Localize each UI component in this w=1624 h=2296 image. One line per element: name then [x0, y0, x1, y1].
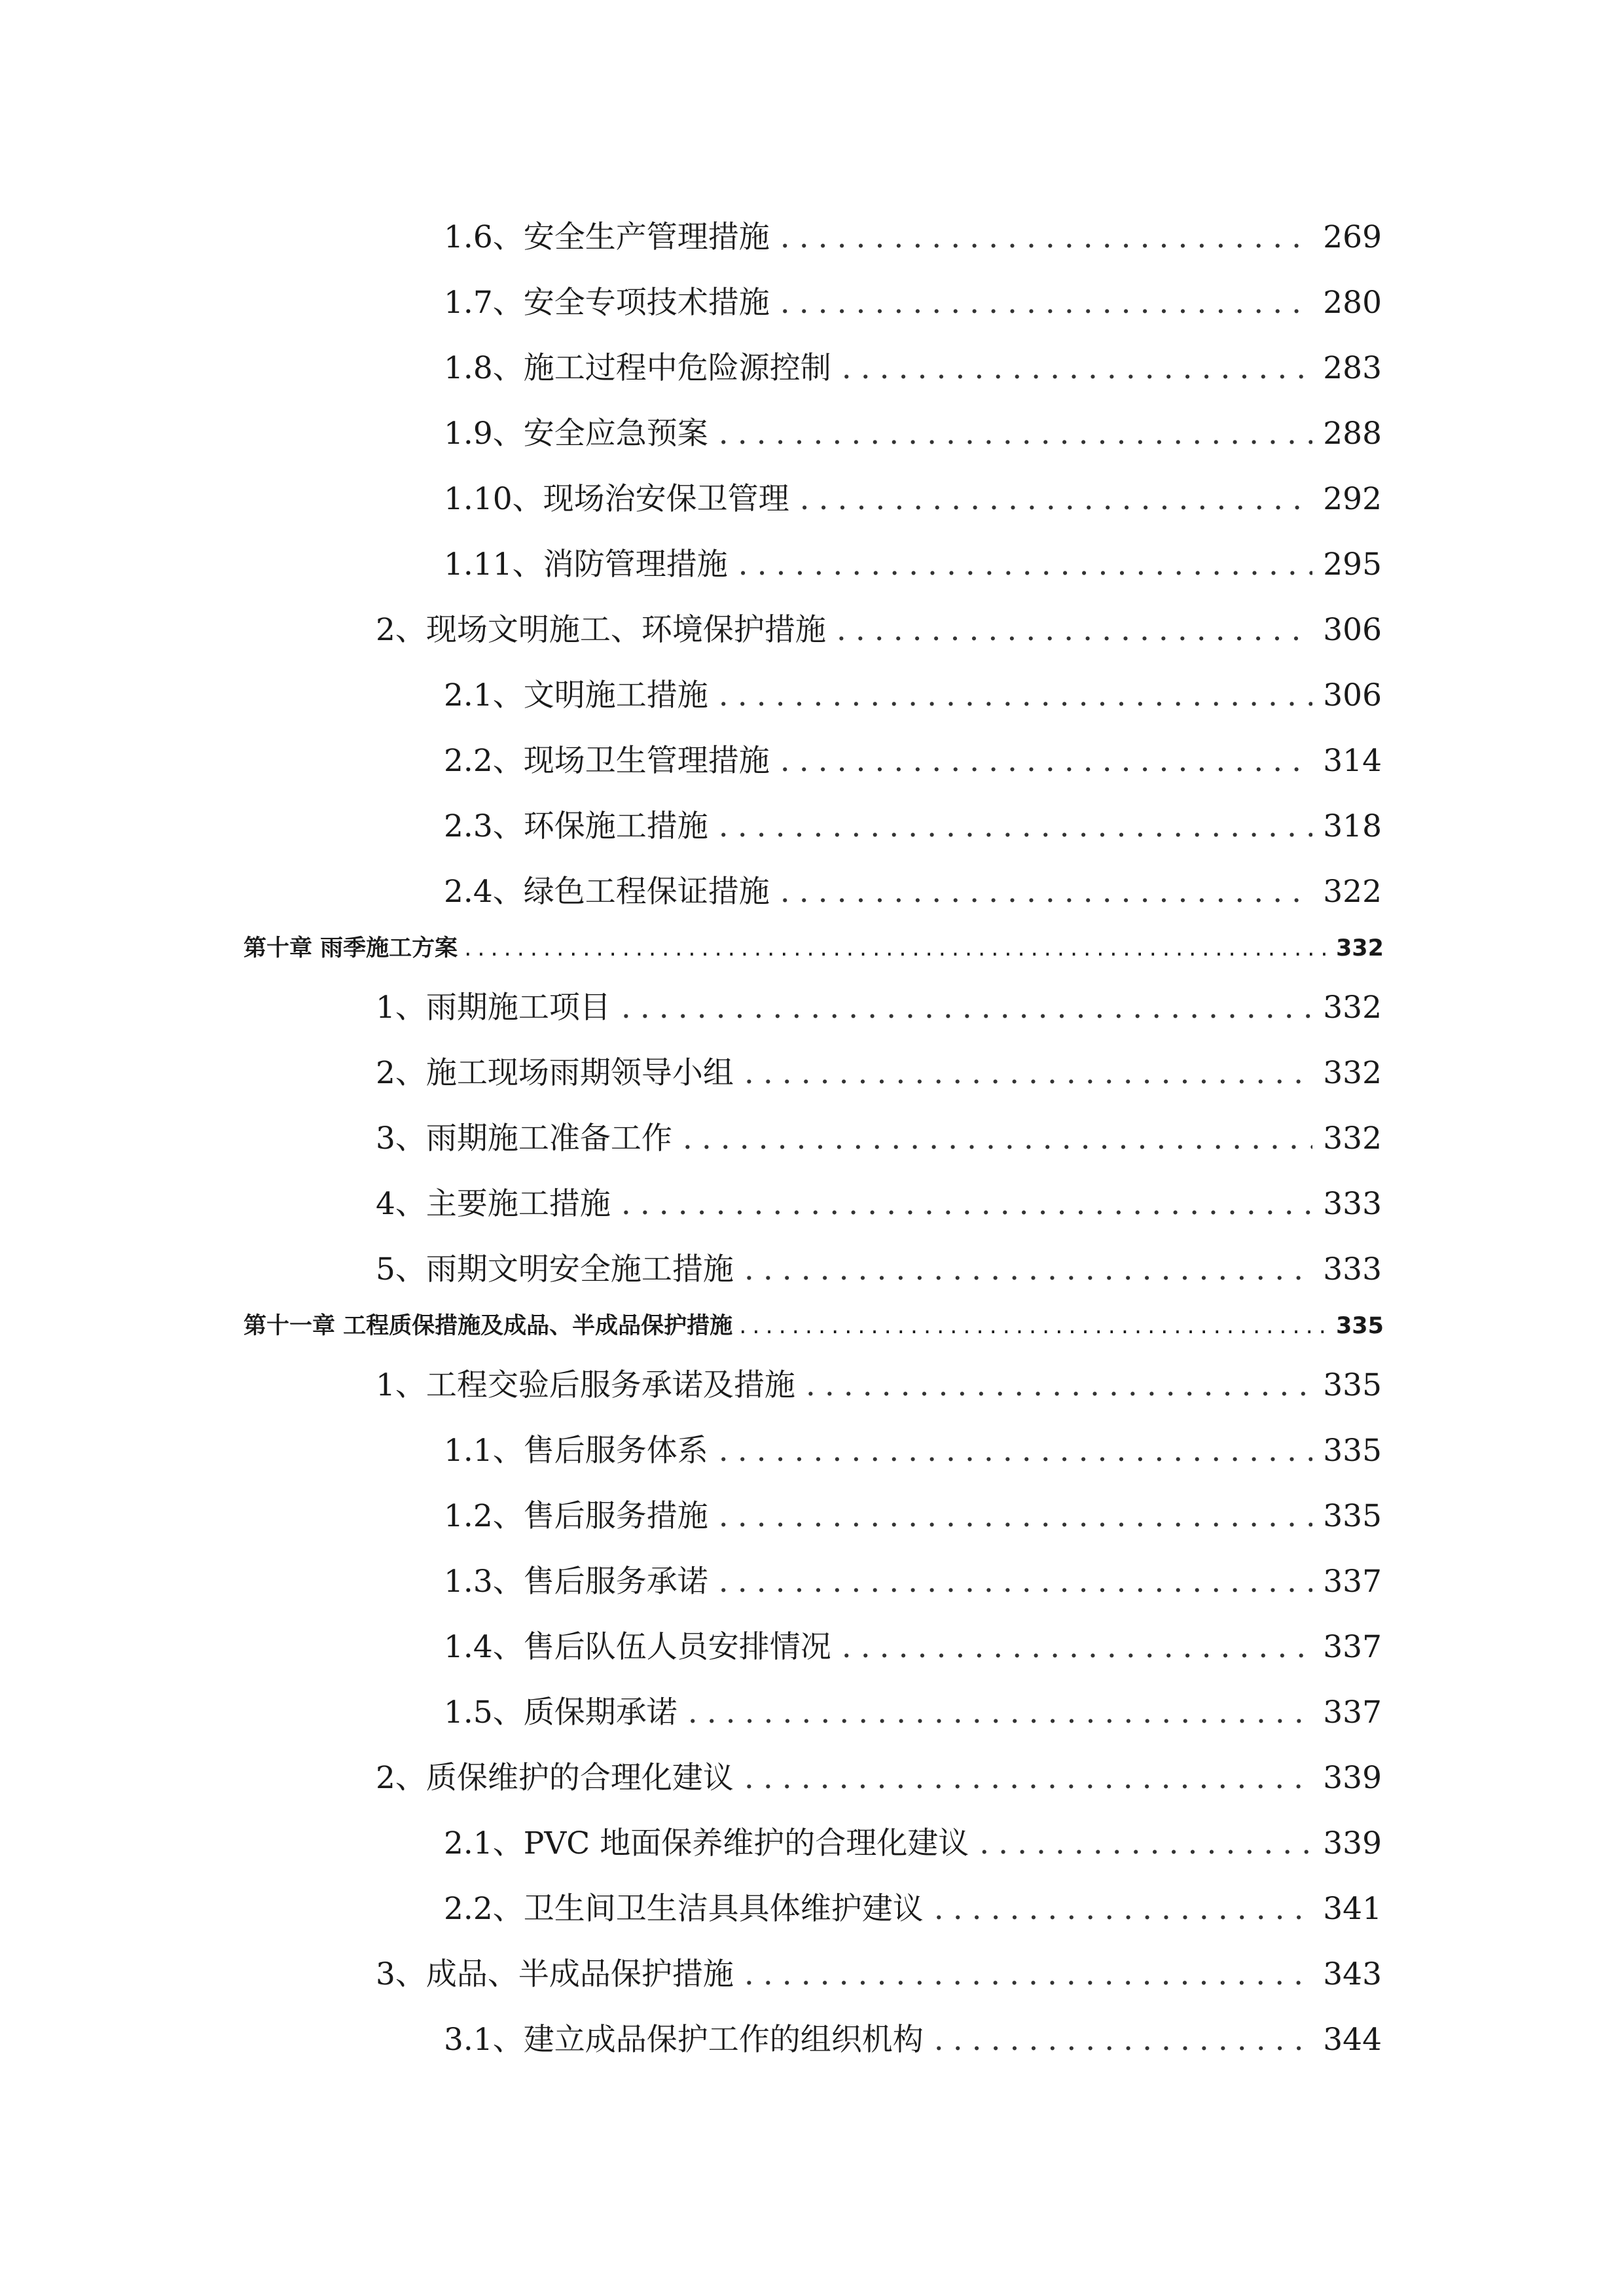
- toc-page-number: 337: [1323, 1629, 1382, 1665]
- toc-entry[interactable]: [444, 1559, 1382, 1605]
- toc-leader-dots: [744, 1952, 1312, 1998]
- toc-page-number: 339: [1323, 1760, 1382, 1796]
- toc-entry-label: 第十一章 工程质保措施及成品、半成品保护措施: [244, 1313, 733, 1339]
- toc-leader-dots: [621, 1181, 1312, 1227]
- toc-leader-dots: [979, 1821, 1312, 1867]
- toc-page-number: 269: [1323, 219, 1382, 255]
- toc-leader-dots: [780, 280, 1313, 326]
- toc-page-number: 335: [1323, 1367, 1382, 1403]
- toc-page-number: 306: [1323, 677, 1382, 713]
- toc-leader-dots: [837, 607, 1312, 653]
- toc-entry[interactable]: [444, 1886, 1382, 1932]
- toc-entry-label: 1.3、售后服务承诺: [444, 1564, 708, 1600]
- toc-chapter-entry[interactable]: [244, 1310, 1384, 1342]
- toc-entry[interactable]: [376, 1050, 1382, 1096]
- toc-leader-dots: [842, 346, 1313, 391]
- toc-entry[interactable]: [376, 1116, 1382, 1162]
- toc-entry-label: 1.5、质保期承诺: [444, 1695, 677, 1731]
- toc-page-number: 335: [1323, 1433, 1382, 1469]
- toc-entry-label: 1.2、售后服务措施: [444, 1498, 708, 1534]
- toc-leader-dots: [719, 673, 1313, 719]
- toc-leader-dots: [842, 1624, 1313, 1670]
- toc-entry-label: 1.4、售后队伍人员安排情况: [444, 1629, 831, 1665]
- toc-entry[interactable]: [376, 1247, 1382, 1293]
- toc-entry[interactable]: [444, 215, 1382, 260]
- toc-entry-label: 2.2、卫生间卫生洁具具体维护建议: [444, 1891, 924, 1927]
- toc-entry-label: 1.8、施工过程中危险源控制: [444, 350, 831, 386]
- toc-page-number: 314: [1323, 743, 1382, 779]
- toc-entry[interactable]: [376, 607, 1382, 653]
- toc-entry[interactable]: [376, 1363, 1382, 1408]
- toc-leader-dots: [780, 738, 1313, 784]
- toc-entry-label: 1、雨期施工项目: [376, 990, 611, 1026]
- toc-leader-dots: [780, 215, 1313, 260]
- toc-page-number: 335: [1323, 1498, 1382, 1534]
- toc-page-number: 332: [1323, 1055, 1382, 1091]
- toc-entry-label: 1.6、安全生产管理措施: [444, 219, 770, 255]
- toc-leader-dots: [621, 985, 1312, 1031]
- toc-page-number: 341: [1323, 1891, 1382, 1927]
- toc-entry-label: 1.1、售后服务体系: [444, 1433, 708, 1469]
- toc-entry-label: 1、工程交验后服务承诺及措施: [376, 1367, 795, 1403]
- toc-entry[interactable]: [376, 1952, 1382, 1998]
- toc-entry[interactable]: [444, 1690, 1382, 1736]
- toc-entry-label: 2.2、现场卫生管理措施: [444, 743, 770, 779]
- toc-entry[interactable]: [444, 411, 1382, 457]
- toc-entry[interactable]: [444, 738, 1382, 784]
- toc-entry-label: 3.1、建立成品保护工作的组织机构: [444, 2022, 924, 2058]
- toc-entry[interactable]: [376, 1181, 1382, 1227]
- toc-entry-label: 第十章 雨季施工方案: [244, 935, 458, 961]
- toc-entry[interactable]: [444, 476, 1382, 522]
- toc-page-number: 280: [1323, 285, 1382, 321]
- toc-leader-dots: [719, 1494, 1313, 1539]
- toc-leader-dots: [683, 1116, 1312, 1162]
- toc-entry-label: 3、雨期施工准备工作: [376, 1121, 672, 1157]
- toc-entry-label: 2.4、绿色工程保证措施: [444, 874, 770, 910]
- toc-entry-label: 2、施工现场雨期领导小组: [376, 1055, 734, 1091]
- toc-leader-dots: [738, 542, 1313, 588]
- toc-page-number: 337: [1323, 1564, 1382, 1600]
- toc-entry[interactable]: [444, 673, 1382, 719]
- toc-entry[interactable]: [444, 1428, 1382, 1474]
- toc-entry-label: 3、成品、半成品保护措施: [376, 1956, 734, 1992]
- toc-entry-label: 2.1、文明施工措施: [444, 677, 708, 713]
- toc-page-number: 322: [1323, 874, 1382, 910]
- toc-entry-label: 1.7、安全专项技术措施: [444, 285, 770, 321]
- toc-page-number: 333: [1323, 1251, 1382, 1287]
- toc-entry-label: 1.10、现场治安保卫管理: [444, 481, 789, 517]
- toc-entry-label: 2、现场文明施工、环境保护措施: [376, 612, 826, 648]
- toc-leader-dots: [719, 1559, 1313, 1605]
- toc-entry[interactable]: [444, 869, 1382, 915]
- toc-leader-dots: [806, 1363, 1312, 1408]
- toc-leader-dots: [744, 1050, 1312, 1096]
- toc-entry[interactable]: [444, 1494, 1382, 1539]
- toc-entry-label: 5、雨期文明安全施工措施: [376, 1251, 734, 1287]
- toc-entry-label: 4、主要施工措施: [376, 1186, 611, 1222]
- toc-entry-label: 1.9、安全应急预案: [444, 416, 708, 452]
- toc-leader-dots: [744, 1247, 1312, 1293]
- toc-leader-dots: [934, 2017, 1313, 2063]
- toc-entry[interactable]: [444, 542, 1382, 588]
- toc-page-number: 344: [1323, 2022, 1382, 2058]
- toc-entry[interactable]: [444, 1821, 1382, 1867]
- toc-page-number: 295: [1323, 547, 1382, 583]
- toc-entry[interactable]: [444, 804, 1382, 850]
- toc-page-number: 335: [1335, 1313, 1384, 1339]
- toc-leader-dots: [744, 1755, 1312, 1801]
- toc-page-number: 306: [1323, 612, 1382, 648]
- toc-entry[interactable]: [444, 346, 1382, 391]
- toc-page-number: 339: [1323, 1825, 1382, 1861]
- toc-leader-dots: [688, 1690, 1313, 1736]
- toc-entry[interactable]: [376, 985, 1382, 1031]
- toc-page-number: 292: [1323, 481, 1382, 517]
- toc-page-number: 332: [1323, 990, 1382, 1026]
- toc-leader-dots: [934, 1886, 1313, 1932]
- toc-page-number: 332: [1323, 1121, 1382, 1157]
- toc-page-number: 288: [1323, 416, 1382, 452]
- toc-leader-dots: [719, 804, 1313, 850]
- toc-page-number: 332: [1335, 935, 1384, 961]
- toc-page-number: 318: [1323, 808, 1382, 844]
- toc-page-number: 333: [1323, 1186, 1382, 1222]
- toc-leader-dots: [719, 1428, 1313, 1474]
- toc-leader-dots: [464, 932, 1329, 965]
- toc-page-number: 337: [1323, 1695, 1382, 1731]
- toc-entry-label: 2.3、环保施工措施: [444, 808, 708, 844]
- toc-entry[interactable]: [444, 1624, 1382, 1670]
- toc-entry[interactable]: [376, 1755, 1382, 1801]
- toc-leader-dots: [739, 1310, 1329, 1342]
- toc-entry-label: 1.11、消防管理措施: [444, 547, 728, 583]
- toc-page-number: 283: [1323, 350, 1382, 386]
- toc-chapter-entry[interactable]: [244, 932, 1384, 965]
- toc-entry-label: 2、质保维护的合理化建议: [376, 1760, 734, 1796]
- toc-entry-label: 2.1、PVC 地面保养维护的合理化建议: [444, 1825, 969, 1861]
- toc-page-number: 343: [1323, 1956, 1382, 1992]
- toc-leader-dots: [800, 476, 1313, 522]
- toc-entry[interactable]: [444, 280, 1382, 326]
- toc-leader-dots: [719, 411, 1313, 457]
- toc-leader-dots: [780, 869, 1313, 915]
- toc-entry[interactable]: [444, 2017, 1382, 2063]
